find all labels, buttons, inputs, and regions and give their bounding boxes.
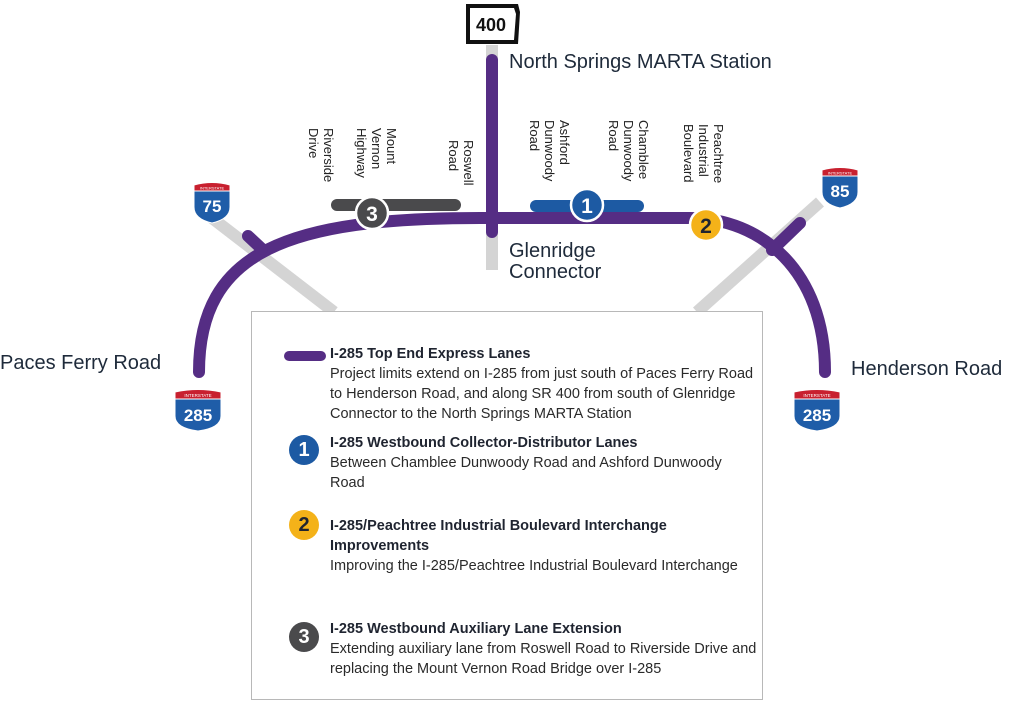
legend-badge-3: 3 <box>289 622 319 652</box>
svg-text:INTERSTATE: INTERSTATE <box>803 393 831 398</box>
svg-text:285: 285 <box>183 406 213 425</box>
legend-item-3-title: I-285 Westbound Auxiliary Lane Extension <box>330 621 622 637</box>
legend-badge-2: 2 <box>289 510 319 540</box>
svg-text:3: 3 <box>366 203 378 226</box>
north-springs-label: North Springs MARTA Station <box>509 51 772 73</box>
street-label-chamblee: Chamblee Dunwoody Road <box>606 120 651 182</box>
svg-text:75: 75 <box>202 197 222 216</box>
legend-express-desc: Project limits extend on I-285 from just south of Paces Ferry Road to Henderson Road, and along SR 400 from south of Glenridge Connector to the North Springs MARTA Station <box>330 366 754 422</box>
i285-east-shield-icon <box>794 390 840 432</box>
legend-item-1-desc: Between Chamblee Dunwoody Road and Ashford Dunwoody Road <box>330 455 722 491</box>
legend-express <box>330 344 760 424</box>
legend-item-3-desc: Extending auxiliary lane from Roswell Road to Riverside Drive and replacing the Mount Vernon Road Bridge over I-285 <box>330 641 757 677</box>
svg-text:1: 1 <box>581 195 593 218</box>
legend-item-2 <box>330 516 760 576</box>
street-label-riverside: Riverside Drive <box>306 128 336 183</box>
sr400-shield-icon <box>466 4 520 44</box>
street-label-ashford: Ashford Dunwoody Road <box>527 120 572 182</box>
express-lanes-swatch <box>284 351 326 361</box>
legend-item-1-title: I-285 Westbound Collector-Distributor Lanes <box>330 435 638 451</box>
street-label-mount-vernon: Mount Vernon Highway <box>354 128 399 178</box>
paces-ferry-label: Paces Ferry Road <box>0 352 162 374</box>
svg-text:INTERSTATE: INTERSTATE <box>827 170 853 176</box>
legend-panel <box>251 311 763 700</box>
map-marker-1 <box>571 189 603 221</box>
i85-shield-icon <box>822 168 858 209</box>
i75-shield-icon <box>194 183 230 224</box>
svg-text:INTERSTATE: INTERSTATE <box>199 185 225 191</box>
legend-item-1 <box>330 433 760 493</box>
legend-badge-1: 1 <box>289 435 319 465</box>
svg-text:285: 285 <box>802 406 832 425</box>
legend-express-title: I-285 Top End Express Lanes <box>330 346 531 362</box>
svg-text:85: 85 <box>830 182 850 201</box>
map-marker-2 <box>690 209 722 241</box>
svg-text:INTERSTATE: INTERSTATE <box>184 393 212 398</box>
svg-text:400: 400 <box>475 15 507 35</box>
legend-item-3 <box>330 619 760 679</box>
i285-west-shield-icon <box>175 390 221 432</box>
legend-item-2-desc: Improving the I-285/Peachtree Industrial Boulevard Interchange <box>330 558 738 574</box>
glenridge-line1: Glenridge <box>509 240 596 262</box>
henderson-label: Henderson Road <box>851 358 1003 380</box>
svg-text:2: 2 <box>700 215 712 238</box>
street-label-peachtree: Peachtree Industrial Boulevard <box>681 124 726 184</box>
glenridge-line2: Connector <box>509 261 602 283</box>
glenridge-label <box>509 241 601 283</box>
map-marker-3 <box>356 197 388 229</box>
legend-item-2-title: I-285/Peachtree Industrial Boulevard Interchange Improvements <box>330 518 667 554</box>
street-label-roswell: Roswell Road <box>446 140 476 186</box>
